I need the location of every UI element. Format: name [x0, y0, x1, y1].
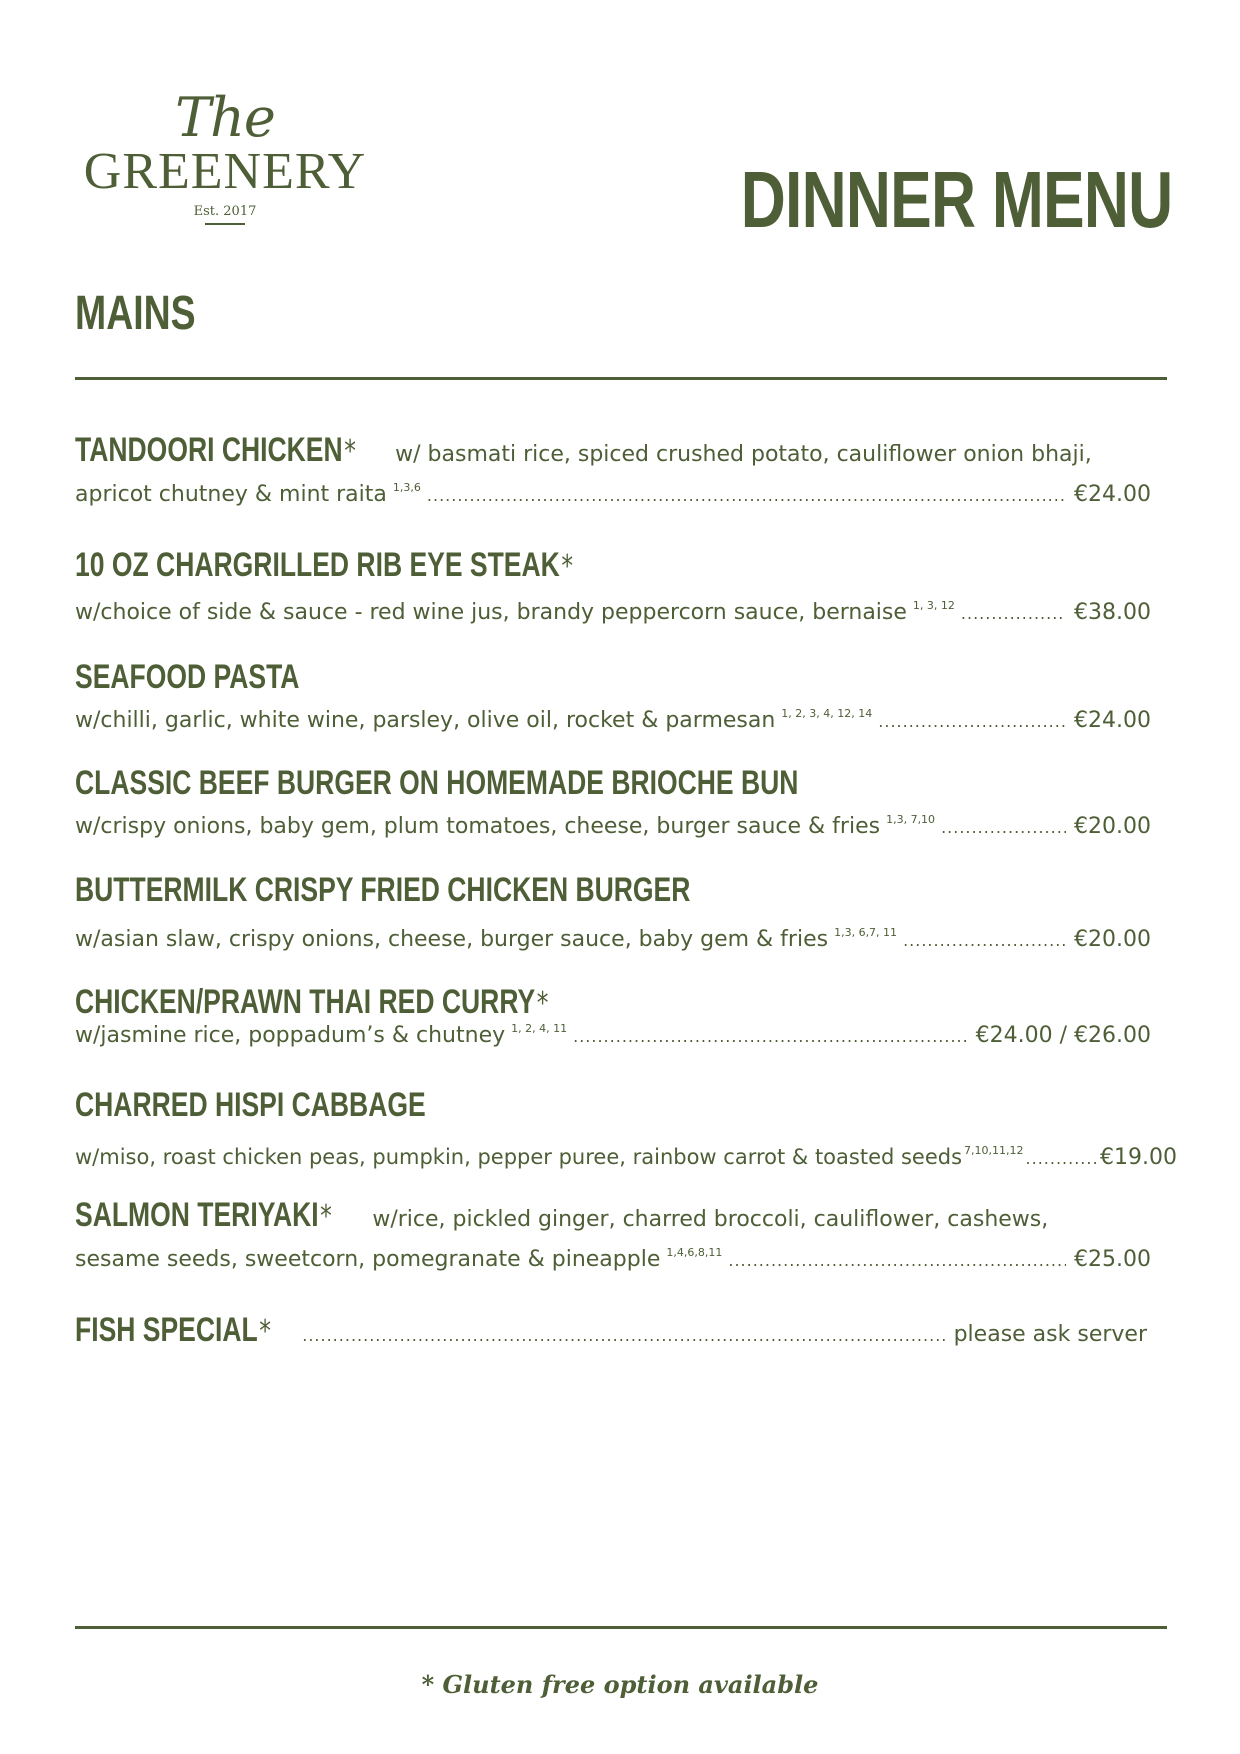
item-allergens: 1,3, 6,7, 11	[834, 926, 898, 939]
logo-established: Est. 2017	[193, 204, 257, 219]
logo-the: The	[175, 86, 275, 149]
dot-leader	[573, 1027, 968, 1046]
item-allergens: 1, 3, 12	[912, 599, 955, 612]
gluten-free-note: * Gluten free option available	[421, 1670, 819, 1699]
page-title: DINNER MENU	[740, 155, 1172, 244]
dot-leader	[903, 931, 1066, 950]
item-description-inline: w/rice, pickled ginger, charred broccoli, cauliflower, cashews,	[372, 1207, 1049, 1232]
item-allergens: 1,3, 7,10	[886, 813, 936, 826]
item-name: FISH SPECIAL*	[75, 1311, 271, 1349]
item-name: TANDOORI CHICKEN*	[75, 431, 356, 469]
logo	[60, 88, 390, 248]
item-price: €20.00	[1074, 814, 1151, 839]
dot-leader	[878, 712, 1066, 731]
item-description: w/crispy onions, baby gem, plum tomatoes, cheese, burger sauce & fries	[75, 814, 881, 839]
item-price: €24.00 / €26.00	[975, 1023, 1151, 1048]
item-description: sesame seeds, sweetcorn, pomegranate & pineapple	[75, 1247, 661, 1272]
divider-bottom	[75, 1626, 1167, 1629]
logo-name: GREENERY	[83, 143, 367, 200]
item-allergens: 7,10,11,12	[964, 1144, 1024, 1157]
item-description: w/miso, roast chicken peas, pumpkin, pepper puree, rainbow carrot & toasted seeds	[75, 1145, 963, 1169]
item-description: w/jasmine rice, poppadum’s & chutney	[75, 1023, 506, 1048]
item-allergens: 1,4,6,8,11	[666, 1246, 723, 1259]
item-description: w/chilli, garlic, white wine, parsley, olive oil, rocket & parmesan	[75, 708, 776, 733]
item-price: €25.00	[1074, 1247, 1151, 1272]
item-price: €19.00	[1100, 1145, 1177, 1170]
item-name: CLASSIC BEEF BURGER ON HOMEMADE BRIOCHE BUN	[75, 764, 799, 802]
item-price: €24.00	[1074, 708, 1151, 733]
item-name: SALMON TERIYAKI*	[75, 1196, 332, 1234]
item-description: w/choice of side & sauce - red wine jus, brandy peppercorn sauce, bernaise	[75, 600, 907, 625]
dot-leader	[1026, 1149, 1100, 1168]
item-name: 10 OZ CHARGRILLED RIB EYE STEAK*	[75, 546, 574, 584]
section-title: MAINS	[75, 287, 196, 340]
dot-leader	[941, 818, 1066, 837]
dot-leader	[961, 604, 1066, 623]
divider-top	[75, 377, 1167, 380]
item-name: CHICKEN/PRAWN THAI RED CURRY*	[75, 983, 549, 1021]
item-allergens: 1, 2, 3, 4, 12, 14	[781, 707, 873, 720]
dot-leader	[427, 486, 1066, 505]
item-name: CHARRED HISPI CABBAGE	[75, 1086, 426, 1124]
item-name: SEAFOOD PASTA	[75, 658, 300, 696]
item-price: €38.00	[1074, 600, 1151, 625]
item-name: BUTTERMILK CRISPY FRIED CHICKEN BURGER	[75, 871, 691, 909]
logo-underline	[205, 223, 245, 225]
item-allergens: 1,3,6	[392, 481, 421, 494]
item-description: apricot chutney & mint raita	[75, 482, 387, 507]
dot-leader	[302, 1326, 945, 1345]
item-allergens: 1, 2, 4, 11	[511, 1022, 568, 1035]
item-price: €24.00	[1074, 482, 1151, 507]
item-price: please ask server	[953, 1322, 1147, 1347]
item-description: w/asian slaw, crispy onions, cheese, burger sauce, baby gem & fries	[75, 927, 829, 952]
item-price: €20.00	[1074, 927, 1151, 952]
item-description-inline: w/ basmati rice, spiced crushed potato, cauliflower onion bhaji,	[395, 442, 1092, 467]
dot-leader	[728, 1251, 1066, 1270]
